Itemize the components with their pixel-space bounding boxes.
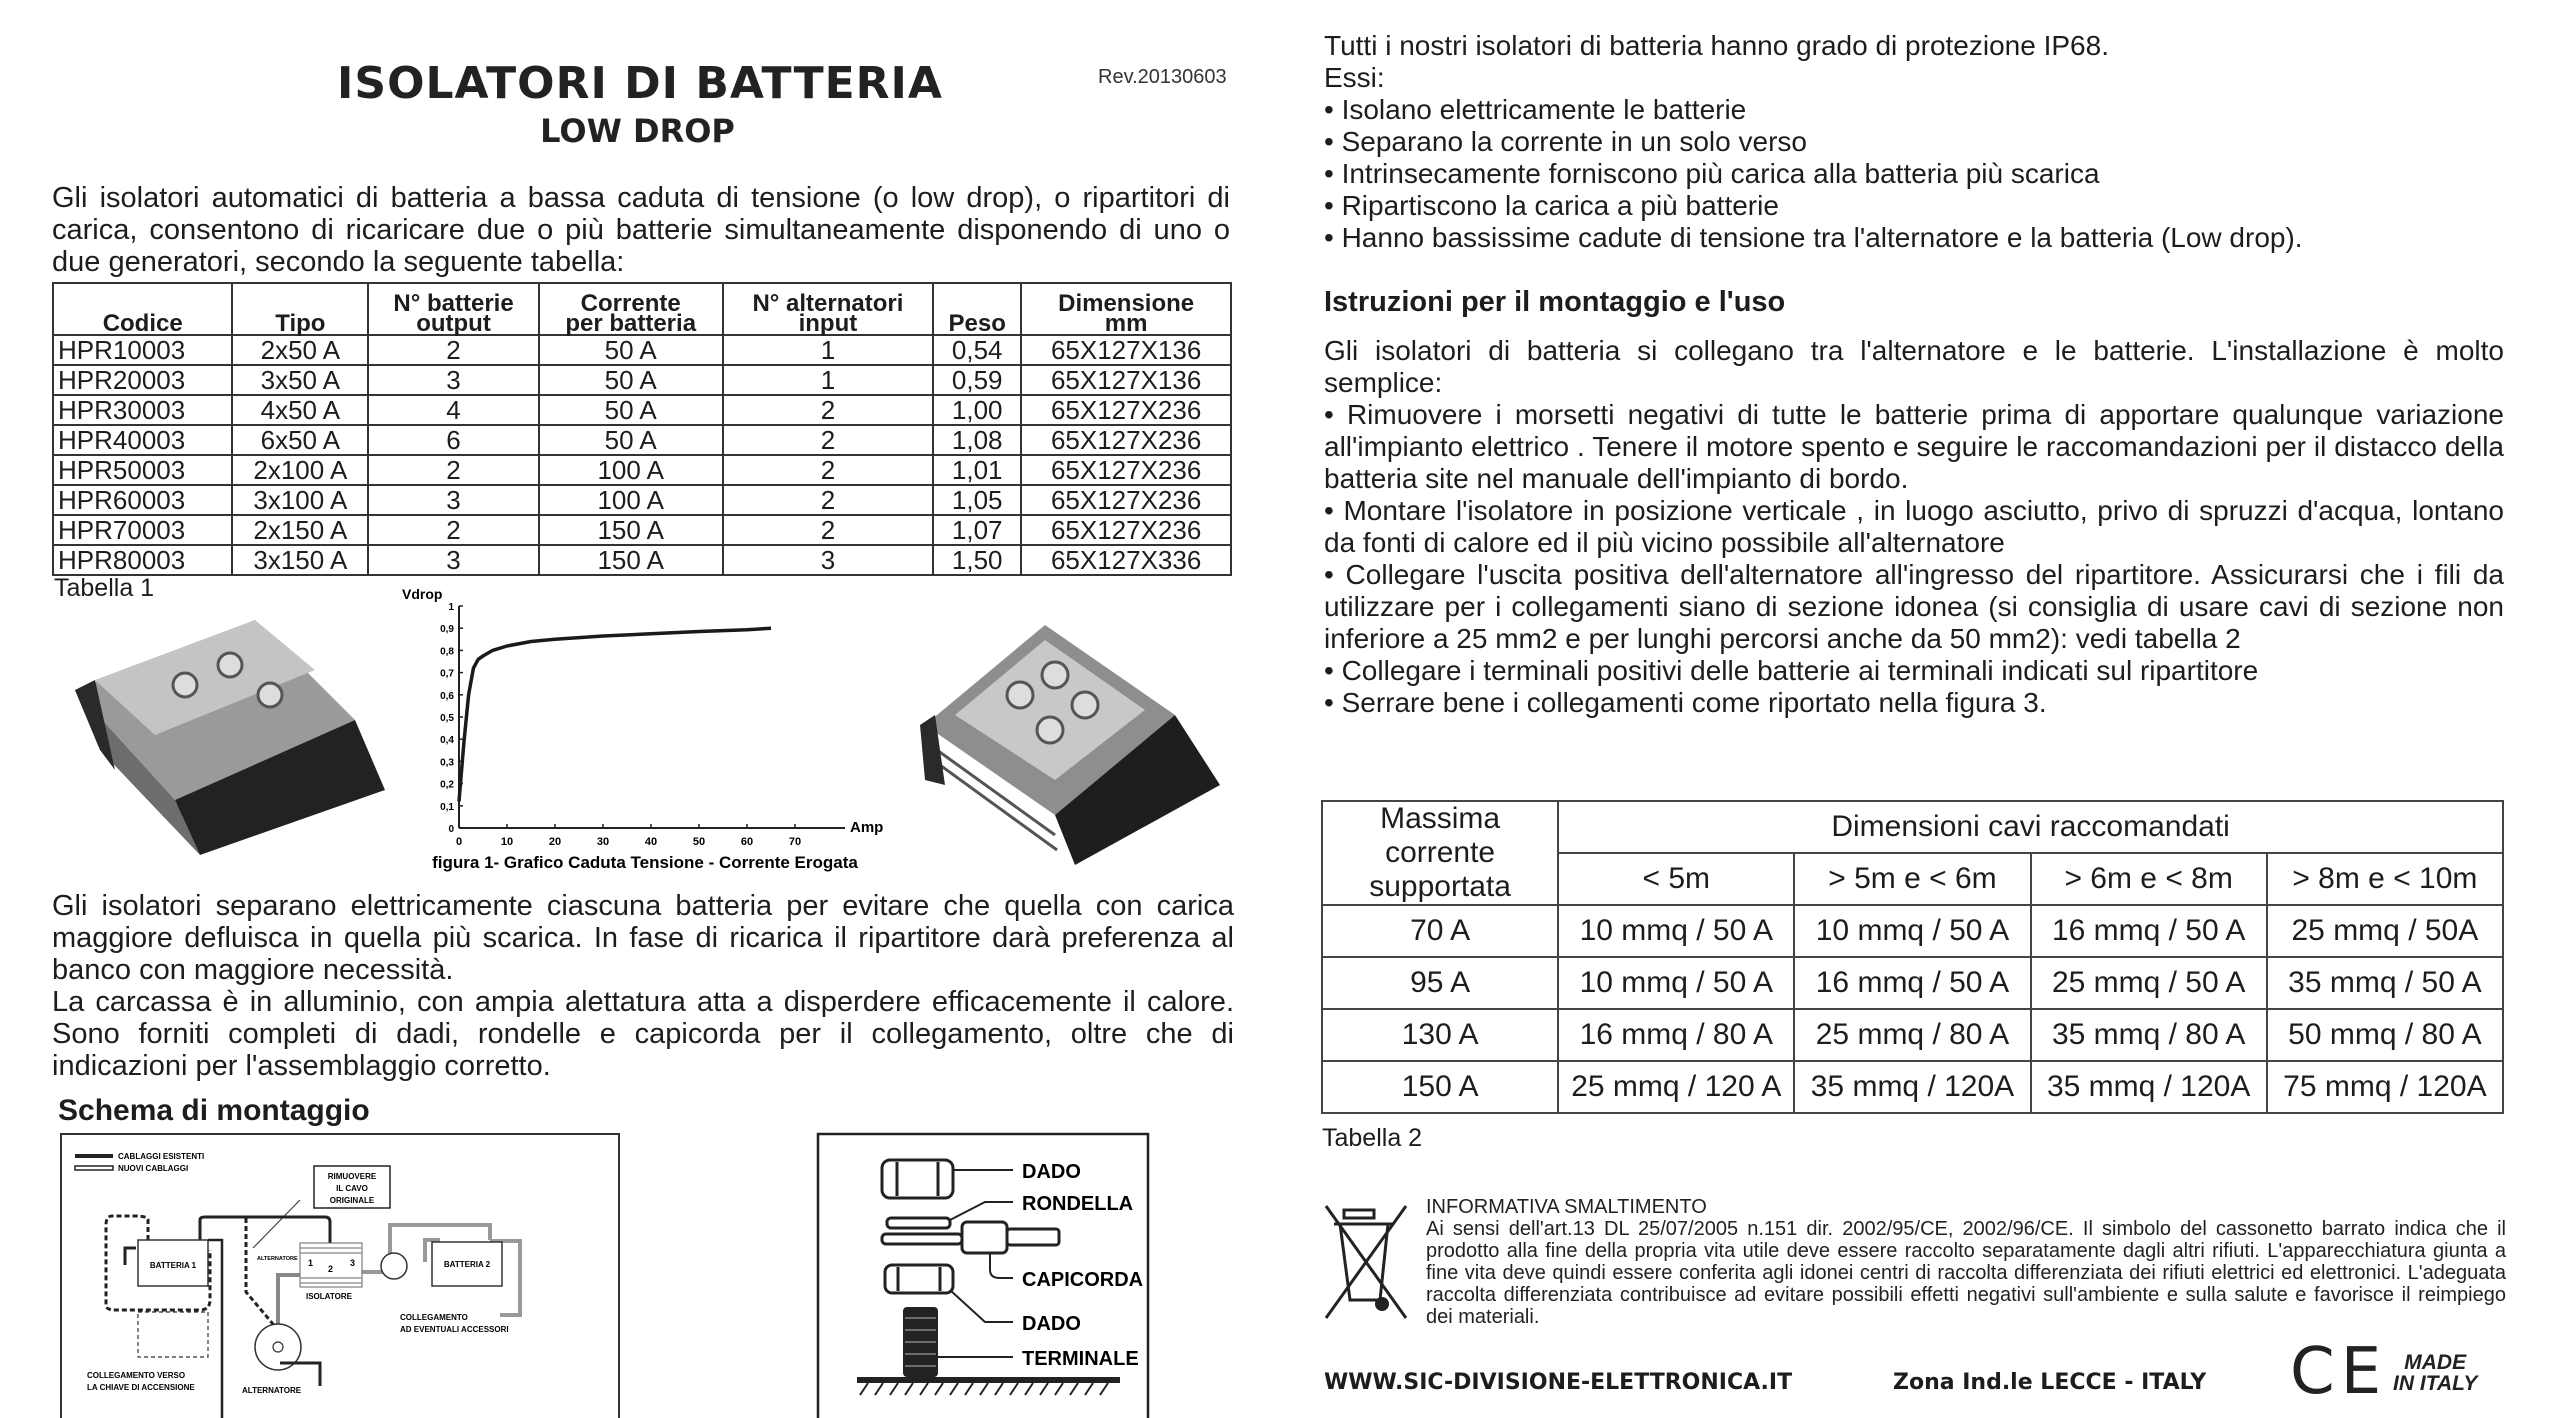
table-row: [1322, 1009, 2503, 1061]
page-subtitle: LOW DROP: [540, 112, 735, 150]
voltage-drop-chart: [0, 0, 1280, 900]
table-cell: 2: [723, 485, 933, 515]
ignition-note: COLLEGAMENTO VERSO: [87, 1371, 186, 1380]
intro-paragraph: Gli isolatori automatici di batteria a bassa caduta di tensione (o low drop), o ripartitori di carica, consentono di ricaricare due o più batterie simultaneamente disponendo di uno o due generatori, secondo la seguente tabella:: [52, 182, 1230, 278]
isolator-terminal-1: 1: [308, 1258, 314, 1268]
table-cell: 35 mmq / 50 A: [2267, 957, 2503, 1009]
table-cell: HPR60003: [53, 485, 232, 515]
table-cell: 2: [368, 455, 538, 485]
table-cell: 16 mmq / 50 A: [1794, 957, 2030, 1009]
table-cell: 16 mmq / 80 A: [1558, 1009, 1794, 1061]
ce-mark-logo: CE: [2290, 1335, 2388, 1409]
label-cable-lug: CAPICORDA: [1022, 1269, 1144, 1291]
label-nut-top: DADO: [1022, 1161, 1081, 1183]
table-cell: 25 mmq / 80 A: [1794, 1009, 2030, 1061]
nut-icon: [882, 1160, 953, 1198]
disposal-title: INFORMATIVA SMALTIMENTO: [1426, 1196, 1707, 1218]
table-cell: 65X127X236: [1021, 395, 1231, 425]
column-header: N° batterie output: [368, 283, 538, 335]
table-cell: 65X127X236: [1021, 425, 1231, 455]
legend-existing-wiring: CABLAGGI ESISTENTI: [118, 1152, 205, 1161]
legend-new-wiring: NUOVI CABLAGGI: [118, 1164, 189, 1173]
cable-size-group-header: Dimensioni cavi raccomandati: [1558, 801, 2503, 853]
instructions-block: [1324, 335, 2504, 719]
table-cell: 100 A: [539, 485, 723, 515]
table-cell: 10 mmq / 50 A: [1794, 905, 2030, 957]
table-cell: 70 A: [1322, 905, 1558, 957]
table-cell: 3: [368, 365, 538, 395]
table-cell: 3: [723, 545, 933, 575]
made-in-line: MADE: [2404, 1351, 2467, 1374]
battery-1-label: BATTERIA 1: [149, 1261, 197, 1270]
install-intro: Gli isolatori di batteria si collegano tra l'alternatore e le batterie. L'installazione è molto semplice:: [1324, 335, 2504, 398]
table-cell: 150 A: [1322, 1061, 1558, 1113]
table2-caption: Tabella 2: [1322, 1124, 1423, 1152]
ignition-note: LA CHIAVE DI ACCENSIONE: [87, 1383, 195, 1392]
column-header: Codice: [53, 283, 232, 335]
remove-note: ORIGINALE: [329, 1196, 375, 1205]
label-nut-bottom: DADO: [1022, 1313, 1081, 1335]
y-tick-label: 0,1: [440, 801, 454, 813]
wiring-diagram: [55, 1130, 625, 1418]
accessories-note: AD EVENTUALI ACCESSORI: [400, 1325, 509, 1334]
table-cell: 130 A: [1322, 1009, 1558, 1061]
y-tick-label: 0,4: [440, 735, 454, 747]
table-cell: 6: [368, 425, 538, 455]
table-cell: 25 mmq / 50 A: [2031, 957, 2267, 1009]
table-cell: 1: [723, 335, 933, 365]
table-cell: 50 A: [539, 425, 723, 455]
table1-caption: Tabella 1: [54, 574, 155, 602]
page-title: ISOLATORI DI BATTERIA: [337, 58, 943, 109]
ip68-statement: Tutti i nostri isolatori di batteria hanno grado di protezione IP68.: [1324, 30, 2109, 61]
install-step: • Montare l'isolatore in posizione verticale , in luogo asciutto, privo di spruzzi d'acqua, lontano da fonti di calore ed il più vicino possibile all'alternatore: [1324, 495, 2504, 558]
table-cell: 2x50 A: [232, 335, 368, 365]
table-cell: 1,08: [933, 425, 1021, 455]
y-tick-label: 0,3: [440, 757, 454, 769]
table-row: [1322, 905, 2503, 957]
description-block: [52, 890, 1234, 1082]
table-cell: HPR20003: [53, 365, 232, 395]
table-cell: 2: [368, 515, 538, 545]
table-cell: HPR40003: [53, 425, 232, 455]
table-cell: HPR80003: [53, 545, 232, 575]
y-tick-label: 0,6: [440, 690, 454, 702]
company-address: Zona Ind.le LECCE - ITALY: [1893, 1370, 2207, 1395]
schema-heading: Schema di montaggio: [58, 1094, 370, 1127]
install-step: • Serrare bene i collegamenti come riportato nella figura 3.: [1324, 687, 2047, 718]
cable-lug-icon: [962, 1222, 1007, 1253]
cable-size-table: [1321, 800, 2504, 1114]
table-cell: 1,00: [933, 395, 1021, 425]
table-cell: HPR10003: [53, 335, 232, 365]
alternator-input-label: ALTERNATORE: [257, 1256, 298, 1262]
y-tick-label: 0,2: [440, 779, 454, 791]
table-cell: 65X127X236: [1021, 455, 1231, 485]
description-paragraph: La carcassa è in alluminio, con ampia alettatura atta a disperdere efficacemente il calore. Sono forniti completi di dadi, rondelle e capicorda per il collegamento, oltre che di indicazioni per l'assemblaggio corretto.: [52, 986, 1234, 1082]
table-cell: 16 mmq / 50 A: [2031, 905, 2267, 957]
battery-2-label: BATTERIA 2: [443, 1260, 491, 1269]
disposal-text: Ai sensi dell'art.13 DL 25/07/2005 n.151 dir. 2002/95/CE, 2002/96/CE. Il simbolo del cassonetto barrato indica che il prodotto alla fine della propria vita utile deve essere raccolto separatamente dagli altri rifiuti. L'apparecchiatura giunta a fine vita deve quindi essere conferita agli idonei centri di raccolta differenziata dei rifiuti elettrici ed elettronici. L'adeguata raccolta differenziata contribuisce ad evitare possibili effetti negativi sull'ambiente e sulla salute e favorisce il reimpiego dei materiali.: [1426, 1218, 2506, 1328]
instructions-heading: Istruzioni per il montaggio e l'uso: [1324, 286, 1786, 318]
table-cell: 35 mmq / 120A: [2031, 1061, 2267, 1113]
made-in-italy-mark: [2393, 1352, 2477, 1394]
table-cell: 3: [368, 485, 538, 515]
table-cell: 2: [723, 395, 933, 425]
features-lead: Essi:: [1324, 62, 1385, 93]
table-cell: 100 A: [539, 455, 723, 485]
length-column-header: > 8m e < 10m: [2267, 853, 2503, 905]
table-cell: 65X127X236: [1021, 515, 1231, 545]
table-cell: 150 A: [539, 545, 723, 575]
x-tick-label: 40: [644, 836, 658, 848]
x-tick-label: 10: [500, 836, 514, 848]
table-cell: 65X127X136: [1021, 365, 1231, 395]
table-cell: 1,05: [933, 485, 1021, 515]
table-cell: 50 mmq / 80 A: [2267, 1009, 2503, 1061]
table-cell: 2: [723, 455, 933, 485]
voltage-drop-line: [459, 628, 771, 801]
remove-note: RIMUOVERE: [327, 1172, 377, 1181]
isolator-label: ISOLATORE: [306, 1292, 352, 1301]
table-cell: 25 mmq / 50A: [2267, 905, 2503, 957]
table-cell: 3x50 A: [232, 365, 368, 395]
accessories-note: COLLEGAMENTO: [400, 1313, 468, 1322]
label-washer: RONDELLA: [1022, 1193, 1134, 1215]
table-cell: 35 mmq / 80 A: [2031, 1009, 2267, 1061]
table-cell: 65X127X336: [1021, 545, 1231, 575]
table-cell: 1,07: [933, 515, 1021, 545]
x-tick-label: 20: [548, 836, 562, 848]
y-tick-label: 0: [448, 824, 454, 835]
y-tick-label: 0,8: [440, 646, 454, 658]
feature-item: • Intrinsecamente forniscono più carica alla batteria più scarica: [1324, 158, 2100, 189]
table-cell: 50 A: [539, 365, 723, 395]
column-header: Tipo: [232, 283, 368, 335]
column-header: Dimensione mm: [1021, 283, 1231, 335]
table-cell: HPR50003: [53, 455, 232, 485]
table-cell: 3x150 A: [232, 545, 368, 575]
table-cell: 4x50 A: [232, 395, 368, 425]
table-cell: 75 mmq / 120A: [2267, 1061, 2503, 1113]
length-column-header: > 5m e < 6m: [1794, 853, 2030, 905]
isolator-terminal-2: 2: [328, 1264, 334, 1274]
feature-item: • Isolano elettricamente le batterie: [1324, 94, 1747, 125]
table-cell: 50 A: [539, 335, 723, 365]
x-tick-label: 70: [788, 836, 802, 848]
table-cell: 6x50 A: [232, 425, 368, 455]
label-terminal: TERMINALE: [1022, 1348, 1139, 1370]
disposal-notice: [1426, 1196, 2506, 1328]
table-cell: HPR30003: [53, 395, 232, 425]
description-paragraph: Gli isolatori separano elettricamente ciascuna batteria per evitare che quella con carica maggiore defluisca in quella più scarica. In fase di ricarica il ripartitore darà preferenza al banco con maggiore necessità.: [52, 890, 1234, 986]
table-cell: 3: [368, 545, 538, 575]
install-step: • Rimuovere i morsetti negativi di tutte le batterie prima di apportare qualunque variazione all'impianto elettrico . Tenere il motore spento e seguire le raccomandazioni per il distacco della batteria site nel manuale dell'impianto di bordo.: [1324, 399, 2504, 494]
table-cell: 1: [723, 365, 933, 395]
length-column-header: < 5m: [1558, 853, 1794, 905]
table-cell: 150 A: [539, 515, 723, 545]
table-cell: 0,54: [933, 335, 1021, 365]
table-cell: 1,01: [933, 455, 1021, 485]
length-column-header: > 6m e < 8m: [2031, 853, 2267, 905]
table-cell: 2: [368, 335, 538, 365]
chart-xlabel: Amp: [850, 819, 884, 836]
column-header: Peso: [933, 283, 1021, 335]
install-step: • Collegare l'uscita positiva dell'alternatore all'ingresso del ripartitore. Assicurarsi che i fili da utilizzare per i collegamenti siano di sezione idonea (si consiglia di usare cavi di sezione non inferiore a 25 mm2 e per lunghi percorsi anche da 50 mm2): vedi tabella 2: [1324, 559, 2504, 654]
feature-item: • Separano la corrente in un solo verso: [1324, 126, 1807, 157]
revision-label: Rev.20130603: [1098, 66, 1227, 88]
table-cell: 65X127X136: [1021, 335, 1231, 365]
table-cell: 25 mmq / 120 A: [1558, 1061, 1794, 1113]
chart-ylabel: Vdrop: [402, 586, 443, 602]
table-cell: 10 mmq / 50 A: [1558, 957, 1794, 1009]
table-cell: 0,59: [933, 365, 1021, 395]
column-header: N° alternatori input: [723, 283, 933, 335]
table-cell: HPR70003: [53, 515, 232, 545]
column-header: Corrente per batteria: [539, 283, 723, 335]
x-tick-label: 60: [740, 836, 754, 848]
x-tick-label: 50: [692, 836, 706, 848]
y-tick-label: 0,9: [440, 624, 454, 636]
y-tick-label: 1: [448, 602, 454, 613]
alternator-label: ALTERNATORE: [242, 1386, 302, 1395]
table-cell: 2x150 A: [232, 515, 368, 545]
table-cell: 50 A: [539, 395, 723, 425]
feature-item: • Ripartiscono la carica a più batterie: [1324, 190, 1779, 221]
table-cell: 35 mmq / 120A: [1794, 1061, 2030, 1113]
y-tick-label: 0,5: [440, 713, 454, 724]
table-cell: 2x100 A: [232, 455, 368, 485]
table-cell: 65X127X236: [1021, 485, 1231, 515]
max-current-header: Massima corrente supportata: [1322, 801, 1558, 905]
table-cell: 95 A: [1322, 957, 1558, 1009]
crossed-out-wheelie-bin-icon: [1322, 1200, 1412, 1325]
table-cell: 10 mmq / 50 A: [1558, 905, 1794, 957]
table-cell: 1,50: [933, 545, 1021, 575]
table-cell: 3x100 A: [232, 485, 368, 515]
washer-icon: [887, 1218, 950, 1228]
table-cell: 4: [368, 395, 538, 425]
table-row: [1322, 1061, 2503, 1113]
features-block: [1324, 30, 2504, 254]
table-cell: 2: [723, 425, 933, 455]
chart-title: figura 1- Grafico Caduta Tensione - Corrente Erogata: [432, 853, 858, 872]
x-tick-label: 0: [455, 836, 463, 848]
terminal-assembly-diagram: [810, 1130, 1160, 1418]
isolator-terminal-3: 3: [350, 1258, 356, 1268]
table-cell: 2: [723, 515, 933, 545]
remove-note: IL CAVO: [336, 1184, 368, 1193]
feature-item: • Hanno bassissime cadute di tensione tra l'alternatore e la batteria (Low drop).: [1324, 222, 2303, 253]
website-link[interactable]: WWW.SIC-DIVISIONE-ELETTRONICA.IT: [1324, 1370, 1793, 1395]
table-row: [1322, 957, 2503, 1009]
y-tick-label: 0,7: [440, 668, 454, 680]
install-step: • Collegare i terminali positivi delle batterie ai terminali indicati sul ripartitore: [1324, 655, 2259, 686]
x-tick-label: 30: [596, 836, 610, 848]
made-in-line: IN ITALY: [2393, 1372, 2478, 1395]
nut-icon: [885, 1265, 953, 1293]
